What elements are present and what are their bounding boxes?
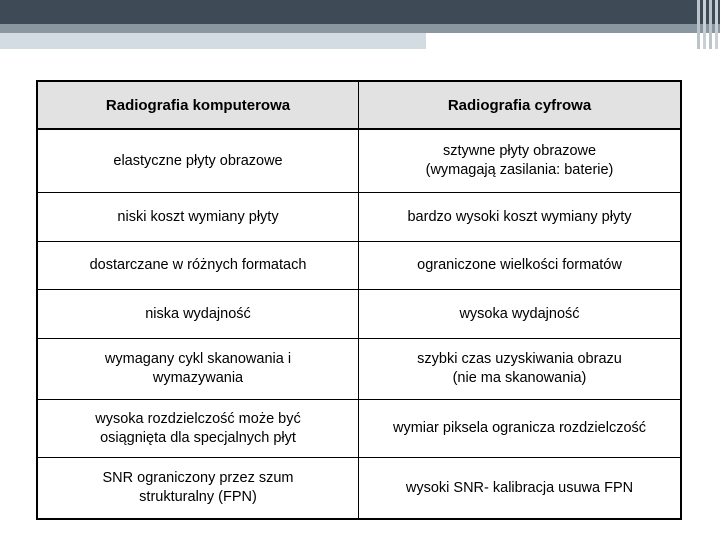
table-cell: szybki czas uzyskiwania obrazu (nie ma skanowania) [359, 339, 680, 400]
table-cell: elastyczne płyty obrazowe [38, 130, 359, 193]
slide-light-bar-gap [426, 33, 720, 49]
decorative-stripe [697, 0, 700, 49]
table-cell: wymagany cykl skanowania i wymazywania [38, 339, 359, 400]
column-header-digital-radiography: Radiografia cyfrowa [359, 82, 680, 130]
comparison-table [36, 80, 682, 520]
table-cell: bardzo wysoki koszt wymiany płyty [359, 193, 680, 242]
slide-top-bar [0, 0, 720, 24]
slide-accent-bar [0, 24, 720, 33]
decorative-stripe [715, 0, 718, 49]
slide-light-bar [0, 33, 426, 49]
table-cell: SNR ograniczony przez szum strukturalny (FPN) [38, 458, 359, 518]
table-cell: sztywne płyty obrazowe (wymagają zasilania: baterie) [359, 130, 680, 193]
table-cell: niski koszt wymiany płyty [38, 193, 359, 242]
decorative-stripe [703, 0, 706, 49]
table-cell: wysoka wydajność [359, 290, 680, 339]
table-cell: wymiar piksela ogranicza rozdzielczość [359, 400, 680, 458]
table-cell: niska wydajność [38, 290, 359, 339]
table-cell: wysoka rozdzielczość może być osiągnięta dla specjalnych płyt [38, 400, 359, 458]
slide-corner-stripes [696, 0, 720, 49]
decorative-stripe [709, 0, 712, 49]
table-cell: wysoki SNR- kalibracja usuwa FPN [405, 479, 634, 496]
table-cell: ograniczone wielkości formatów [359, 242, 680, 290]
table-cell: dostarczane w różnych formatach [38, 242, 359, 290]
column-header-computed-radiography: Radiografia komputerowa [38, 82, 359, 130]
